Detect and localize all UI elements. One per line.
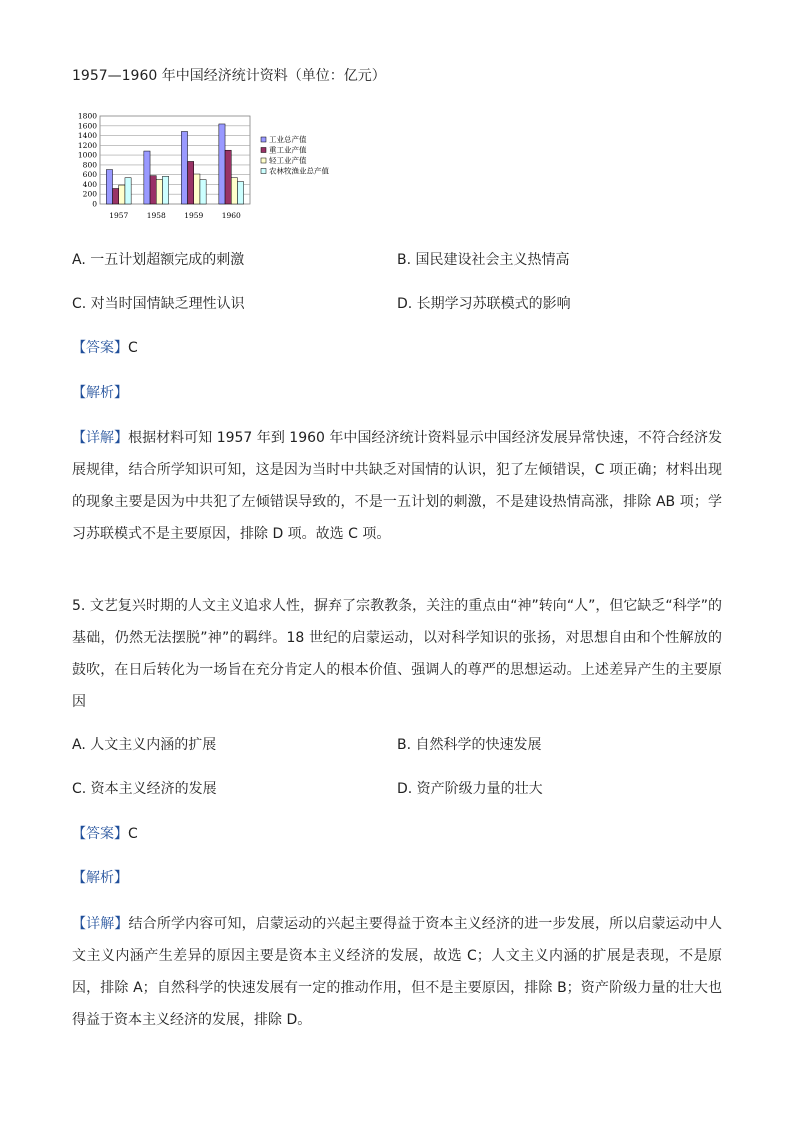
- q5-option-c: C. 资本主义经济的发展: [72, 781, 217, 797]
- legend-label: 农林牧渔业总产值: [269, 166, 329, 176]
- bar: [150, 176, 156, 204]
- legend-swatch: [261, 169, 266, 174]
- x-tick-label: 1960: [221, 211, 241, 220]
- legend-swatch: [261, 148, 266, 153]
- q5-question-stem: 5. 文艺复兴时期的人文主义追求人性，摒弃了宗教教条，关注的重点由“神”转向“人”，但它缺乏“科学”的基础，仍然无法摆脱”神”的羁绊。18 世纪的启蒙运动，以对科学知识的张扬，对思想自由和个性解放的鼓吹，在日后转化为一场旨在充分肯定人的根本价值、强调人的尊严的思想运动。上述差异产生的主要原因: [72, 598, 722, 710]
- q4-option-d: D. 长期学习苏联模式的影响: [397, 296, 571, 312]
- q4-detail-paragraph: [72, 422, 722, 550]
- legend-swatch: [261, 137, 266, 142]
- legend-label: 轻工业产值: [269, 156, 307, 165]
- legend-label: 重工业产值: [269, 145, 307, 155]
- bar: [200, 180, 206, 204]
- x-tick-label: 1958: [146, 211, 166, 220]
- bar: [162, 176, 168, 204]
- bar: [156, 179, 162, 204]
- bar: [194, 174, 200, 204]
- bar: [237, 182, 243, 204]
- y-tick-label: 1400: [77, 131, 97, 141]
- bar: [125, 178, 131, 204]
- q5-analysis-tag: 【解析】: [72, 870, 128, 886]
- bar: [181, 131, 187, 204]
- legend-label: 工业总产值: [269, 135, 307, 144]
- bar: [106, 170, 112, 204]
- bar: [219, 124, 225, 204]
- bar: [188, 161, 194, 204]
- detail-text: 结合所学内容可知，启蒙运动的兴起主要得益于资本主义经济的进一步发展，所以启蒙运动中人文主义内涵产生差异的原因主要是资本主义经济的发展，故选 C；人文主义内涵的扩展是表现，不是原因，排除 A；自然科学的快速发展有一定的推动作用，但不是主要原因，排除 B；资产阶级力量的壮大也得益于资本主义经济的发展，排除 D。: [72, 916, 723, 1028]
- legend-swatch: [261, 158, 266, 163]
- y-tick-label: 1000: [77, 150, 97, 160]
- q5-option-a: A. 人文主义内涵的扩展: [72, 737, 217, 753]
- q5-answer: [72, 824, 138, 844]
- bar: [113, 189, 119, 204]
- q4-option-c: C. 对当时国情缺乏理性认识: [72, 296, 245, 312]
- answer-tag: 【答案】: [72, 340, 128, 356]
- bar: [225, 150, 231, 204]
- y-tick-label: 400: [82, 179, 97, 189]
- y-tick-label: 1200: [77, 140, 97, 150]
- q4-option-b: B. 国民建设社会主义热情高: [397, 252, 570, 268]
- answer-tag: 【答案】: [72, 826, 128, 842]
- q5-option-b: B. 自然科学的快速发展: [397, 737, 542, 753]
- chart-title: 1957—1960 年中国经济统计资料（单位：亿元）: [72, 68, 386, 84]
- q4-answer: [72, 338, 138, 358]
- x-tick-label: 1957: [109, 211, 129, 220]
- y-tick-label: 200: [82, 189, 97, 199]
- y-tick-label: 0: [92, 199, 97, 209]
- y-tick-label: 800: [82, 160, 97, 170]
- q4-option-a: A. 一五计划超额完成的刺激: [72, 252, 245, 268]
- detail-tag: 【详解】: [72, 430, 129, 446]
- detail-tag: 【详解】: [72, 916, 129, 932]
- y-tick-label: 1600: [77, 121, 97, 131]
- bar: [144, 151, 150, 204]
- answer-value: C: [128, 340, 138, 356]
- x-tick-label: 1959: [184, 211, 204, 220]
- economic-statistics-chart: [72, 112, 362, 232]
- bar: [119, 185, 125, 204]
- q5-option-d: D. 资产阶级力量的壮大: [397, 781, 543, 797]
- y-tick-label: 1800: [77, 112, 97, 121]
- q4-analysis-tag: 【解析】: [72, 385, 128, 401]
- detail-text: 根据材料可知 1957 年到 1960 年中国经济统计资料显示中国经济发展异常快速，不符合经济发展规律，结合所学知识可知，这是因为当时中共缺乏对国情的认识，犯了左倾错误，C 项正确；材料出现的现象主要是因为中共犯了左倾错误导致的，不是一五计划的刺激，不是建设热情高涨，排除 AB 项；学习苏联模式不是主要原因，排除 D 项。故选 C 项。: [72, 430, 723, 542]
- q5-detail-paragraph: [72, 908, 722, 1036]
- bar: [231, 178, 237, 204]
- answer-value: C: [128, 826, 138, 842]
- y-tick-label: 600: [82, 170, 97, 180]
